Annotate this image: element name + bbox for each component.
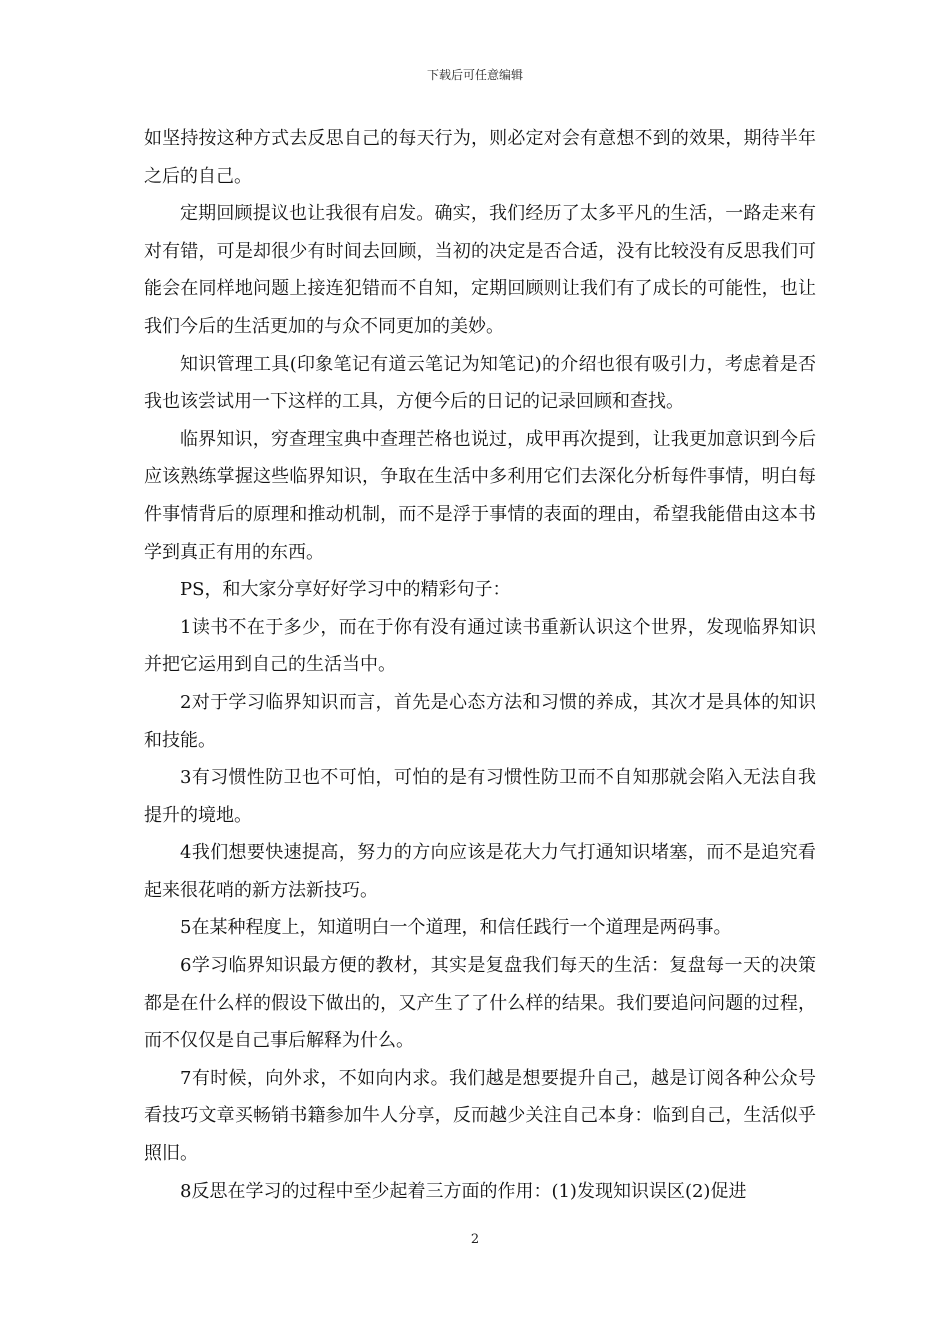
paragraph: 定期回顾提议也让我很有启发。确实，我们经历了太多平凡的生活，一路走来有对有错，可是却很少有时间去回顾，当初的决定是否合适，没有比较没有反思我们可能会在同样地问题上接连犯错而不自知，定期回顾则让我们有了成长的可能性，也让我们今后的生活更加的与众不同更加的美妙。 <box>144 203 816 337</box>
quote-item-6: 6学习临界知识最方便的教材，其实是复盘我们每天的生活：复盘每一天的决策都是在什么样的假设下做出的，又产生了了什么样的结果。我们要追问问题的过程，而不仅仅是自己事后解释为什么。 <box>144 955 816 1052</box>
paragraph: PS，和大家分享好好学习中的精彩句子： <box>180 579 511 601</box>
quote-item-2: 2对于学习临界知识而言，首先是心态方法和习惯的养成，其次才是具体的知识和技能。 <box>144 691 816 751</box>
paragraph: 知识管理工具(印象笔记有道云笔记为知笔记)的介绍也很有吸引力，考虑着是否我也该尝试用一下这样的工具，方便今后的日记的记录回顾和查找。 <box>144 353 816 413</box>
page-header: 下载后可任意编辑 <box>426 68 523 82</box>
quote-item-5: 5在某种程度上，知道明白一个道理，和信任践行一个道理是两码事。 <box>180 917 732 939</box>
quote-item-3: 3有习惯性防卫也不可怕，可怕的是有习惯性防卫而不自知那就会陷入无法自我提升的境地。 <box>144 767 816 826</box>
paragraph-continuation: 如坚持按这种方式去反思自己的每天行为，则必定对会有意想不到的效果，期待半年之后的自己。 <box>144 128 816 187</box>
quote-item-8: 8反思在学习的过程中至少起着三方面的作用：(1)发现知识误区(2)促进 <box>180 1180 747 1202</box>
quote-item-7: 7有时候，向外求，不如向内求。我们越是想要提升自己，越是订阅各种公众号看技巧文章买畅销书籍参加牛人分享，反而越少关注自己本身：临到自己，生活似乎照旧。 <box>144 1067 816 1165</box>
page-number: 2 <box>470 1232 480 1247</box>
quote-item-4: 4我们想要快速提高，努力的方向应该是花大力气打通知识堵塞，而不是追究看起来很花哨的新方法新技巧。 <box>144 842 816 901</box>
document-body <box>144 120 816 1210</box>
paragraph: 临界知识，穷查理宝典中查理芒格也说过，成甲再次提到，让我更加意识到今后应该熟练掌握这些临界知识，争取在生活中多利用它们去深化分析每件事情，明白每件事情背后的原理和推动机制，而不是浮于事情的表面的理由，希望我能借由这本书学到真正有用的东西。 <box>144 428 816 563</box>
quote-item-1: 1读书不在于多少，而在于你有没有通过读书重新认识这个世界，发现临界知识并把它运用到自己的生活当中。 <box>144 616 816 676</box>
